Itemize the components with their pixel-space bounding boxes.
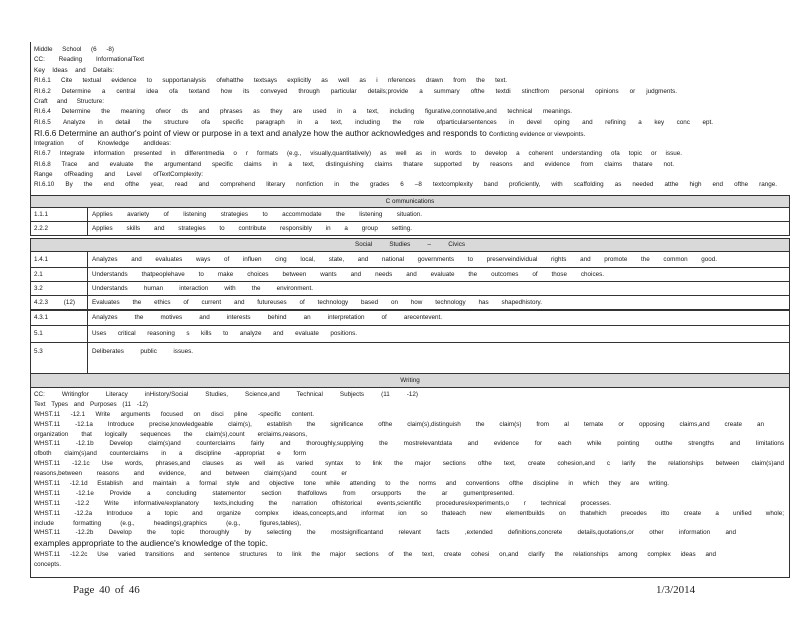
footer-date: 1/3/2014: [656, 584, 696, 596]
section-header-writing: [30, 374, 790, 388]
standard-whst-11-12-1: WHST.11 -12.1 Write arguments focused on disci pline -specific content.: [34, 410, 314, 418]
standard-whst-11-12-1a: WHST.11 -12.1a Introduce precise,knowledgeable claim(s), establish the significance ofthe claim(s),distinguish the claim(s) from al ternate or opposing claims,and create an: [34, 420, 764, 428]
standard-description-cell: [88, 311, 789, 325]
section-title-communications: C ommunications: [385, 198, 435, 205]
standard-description-cell: [88, 326, 789, 342]
section-header-civics: [30, 238, 790, 252]
standard-code: 2.2.2: [31, 222, 88, 235]
table-row: [30, 208, 790, 222]
standard-whst-11-12-1c: WHST.11 -12.1c Use words, phrases,and clauses as well as varied syntax to link the major sections ofthe text, create cohesion,and c larify the relationships between claim(s)and: [34, 460, 784, 468]
writing-standards-cell: [30, 388, 790, 578]
standard-description: Analyzes and evaluates ways of influen cing local, state, and national governments to preserveindividual rights and promote the common good.: [92, 256, 717, 263]
table-row: [30, 282, 790, 296]
reading-standards-cell: [30, 42, 790, 195]
table-row: [30, 268, 790, 282]
standard-ri-6-1: RI.6.1 Cite textual evidence to supportanalysis ofwhatthe textsays explicitly as well as i nferences drawn from the text.: [34, 77, 507, 85]
standard-ri-6-5: RI.6.5 Analyze in detail the structure ofa specific paragraph in a text, including the role ofparticularsentences in devel oping and refining a key conc ept.: [34, 118, 713, 126]
strand-heading-integration: Integration of Knowledge andIdeas:: [34, 139, 171, 147]
standard-code: 1.4.1: [31, 252, 88, 267]
standard-whst-11-12-2c: WHST.11 -12.2c Use varied transitions and sentence structures to link the major sections of the text, create cohesi on,and clarify the relationships among complex ideas and: [34, 550, 716, 558]
standard-description: Uses critical reasoning s kills to analyze and evaluate positions.: [92, 330, 357, 337]
standard-description-cell: [88, 252, 789, 267]
table-row: [30, 343, 790, 374]
standard-code: 3.2: [31, 282, 88, 295]
standard-code: 2.1: [31, 268, 88, 281]
standard-ri-6-6-continuation: onflicting evidence or viewpoints.: [493, 131, 586, 139]
writing-standard-set-heading: CC: Writingfor Literacy inHistory/Social Studies, Science,and Technical Subjects (11 -12): [34, 391, 418, 398]
page-number: Page 40 of 46: [73, 584, 140, 596]
standard-code: 5.1: [31, 326, 88, 342]
standard-description: Evaluates the ethics of current and futureuses of technology based on how technology has shapedhistory.: [92, 299, 542, 306]
table-row: [30, 311, 790, 326]
standards-table: [30, 42, 790, 578]
standard-description: Analyzes the motives and interests behind an interpretation of arecentevent.: [92, 314, 442, 321]
strand-heading-range: Range ofReading and Level ofTextComplexity:: [34, 171, 203, 179]
standard-description: Understands thatpeoplehave to make choices between wants and needs and evaluate the outcomes of those choices.: [92, 271, 604, 278]
table-row: [30, 222, 790, 236]
standard-whst-11-12-1b-continued: ofboth claim(s)and counterclaims in a discipline -appropriat e form: [34, 450, 306, 458]
standard-code: 5.3: [31, 343, 88, 373]
strand-heading-key-ideas: Key Ideas and Details:: [34, 66, 114, 74]
standard-description-cell: [88, 268, 789, 281]
standard-set-heading: CC: Reading InformationalText: [34, 56, 144, 64]
standard-whst-11-12-1b: WHST.11 -12.1b Develop claim(s)and counterclaims fairly and thoroughly,supplying the mostrelevantdata and evidence for each while pointing outthe strengths and limitations: [34, 440, 784, 448]
standard-whst-11-12-2: WHST.11 -12.2 Write informative/explanatory texts,including the narration ofhistorical events,scientific procedures/experiments,o r technical processes.: [34, 499, 611, 507]
standard-whst-11-12-2b-continued: examples appropriate to the audience's knowledge of the topic.: [34, 538, 268, 549]
standard-whst-11-12-2a-continued: include formatting (e.g., headings),graphics (e.g., figures,tables),: [34, 519, 301, 527]
standard-ri-6-8: RI.6.8 Trace and evaluate the argumentand specific claims in a text, distinguishing claims thatare supported by reasons and evidence from claims thatare not.: [34, 160, 674, 168]
standard-description: Understands human interaction with the environment.: [92, 285, 313, 292]
standard-ri-6-10: RI.6.10 By the end ofthe year, read and comprehend literary nonfiction in the grades 6 –8 textcomplexity band proficiently, with scaffolding as needed atthe high end ofthe range.: [34, 181, 777, 189]
standard-whst-11-12-2b: WHST.11 -12.2b Develop the topic thoroughly by selecting the mostsignificantand relevant facts ,extended definitions,concrete details,quotations,or other information and: [34, 529, 736, 537]
standard-ri-6-6: [34, 128, 790, 139]
standard-description-cell: [88, 296, 789, 309]
standard-description: Applies skills and strategies to contribute responsibly in a group setting.: [92, 225, 412, 232]
grade-band-heading: Middle School (6 -8): [34, 46, 114, 53]
section-title-civics: Social Studies – Civics: [355, 241, 465, 248]
standard-code: 1.1.1: [31, 208, 88, 221]
standard-whst-11-12-2a: WHST.11 -12.2a Introduce a topic and organize complex ideas,concepts,and informat ion so thateach new elementbuilds on thatwhich precedes itto create a unified whole;: [34, 509, 784, 517]
standard-ri-6-6-text: RI.6.6 Determine an author's point of view or purpose in a text and analyze how the author acknowledges and responds to c: [34, 128, 494, 139]
standard-ri-6-2: RI.6.2 Determine a central idea ofa textand how its conveyed through particular details;provide a summary ofthe textdi stinctfrom personal opinions or judgments.: [34, 87, 677, 95]
standard-description: Deliberates public issues.: [92, 348, 193, 355]
standard-whst-11-12-2c-continued: concepts.: [34, 560, 61, 568]
standard-description-cell: [88, 282, 789, 295]
standard-whst-11-12-1d: WHST.11 -12.1d Establish and maintain a formal style and objective tone while attending to the norms and conventions ofthe discipline in which they are writing.: [34, 480, 669, 488]
section-title-writing: Writing: [400, 377, 420, 384]
standard-description: Applies avariety of listening strategies to accommodate the listening situation.: [92, 211, 422, 218]
standard-whst-11-12-1c-continued: reasons,between reasons and evidence, and between claim(s)and count er: [34, 470, 347, 478]
table-row: [30, 296, 790, 311]
standard-ri-6-4: RI.6.4 Determine the meaning ofwor ds and phrases as they are used in a text, including figurative,connotative,and technical meanings.: [34, 108, 572, 116]
standard-description-cell: [88, 343, 789, 373]
writing-strand-heading: Text Types and Purposes (11 -12): [34, 400, 148, 408]
table-row: [30, 326, 790, 343]
standard-code: 4.3.1: [31, 311, 88, 325]
table-row: [30, 252, 790, 268]
standard-description-cell: [88, 222, 789, 235]
standard-ri-6-7: RI.6.7 Integrate information presented in differentmedia o r formats (e.g., visually,quantitatively) as well as in words to develop a coherent understanding ofa topic or issue.: [34, 150, 682, 158]
standard-whst-11-12-1a-continued: organization that logically sequences the claim(s),count erclaims,reasons,: [34, 430, 307, 438]
standard-code: 4.2.3 (12): [31, 296, 88, 309]
strand-heading-craft: Craft and Structure:: [34, 97, 104, 105]
section-header-communications: [30, 195, 790, 208]
standard-whst-11-12-1e: WHST.11 -12.1e Provide a concluding statementor section thatfollows from orsupports the ar gumentpresented.: [34, 489, 514, 497]
standard-description-cell: [88, 208, 789, 221]
